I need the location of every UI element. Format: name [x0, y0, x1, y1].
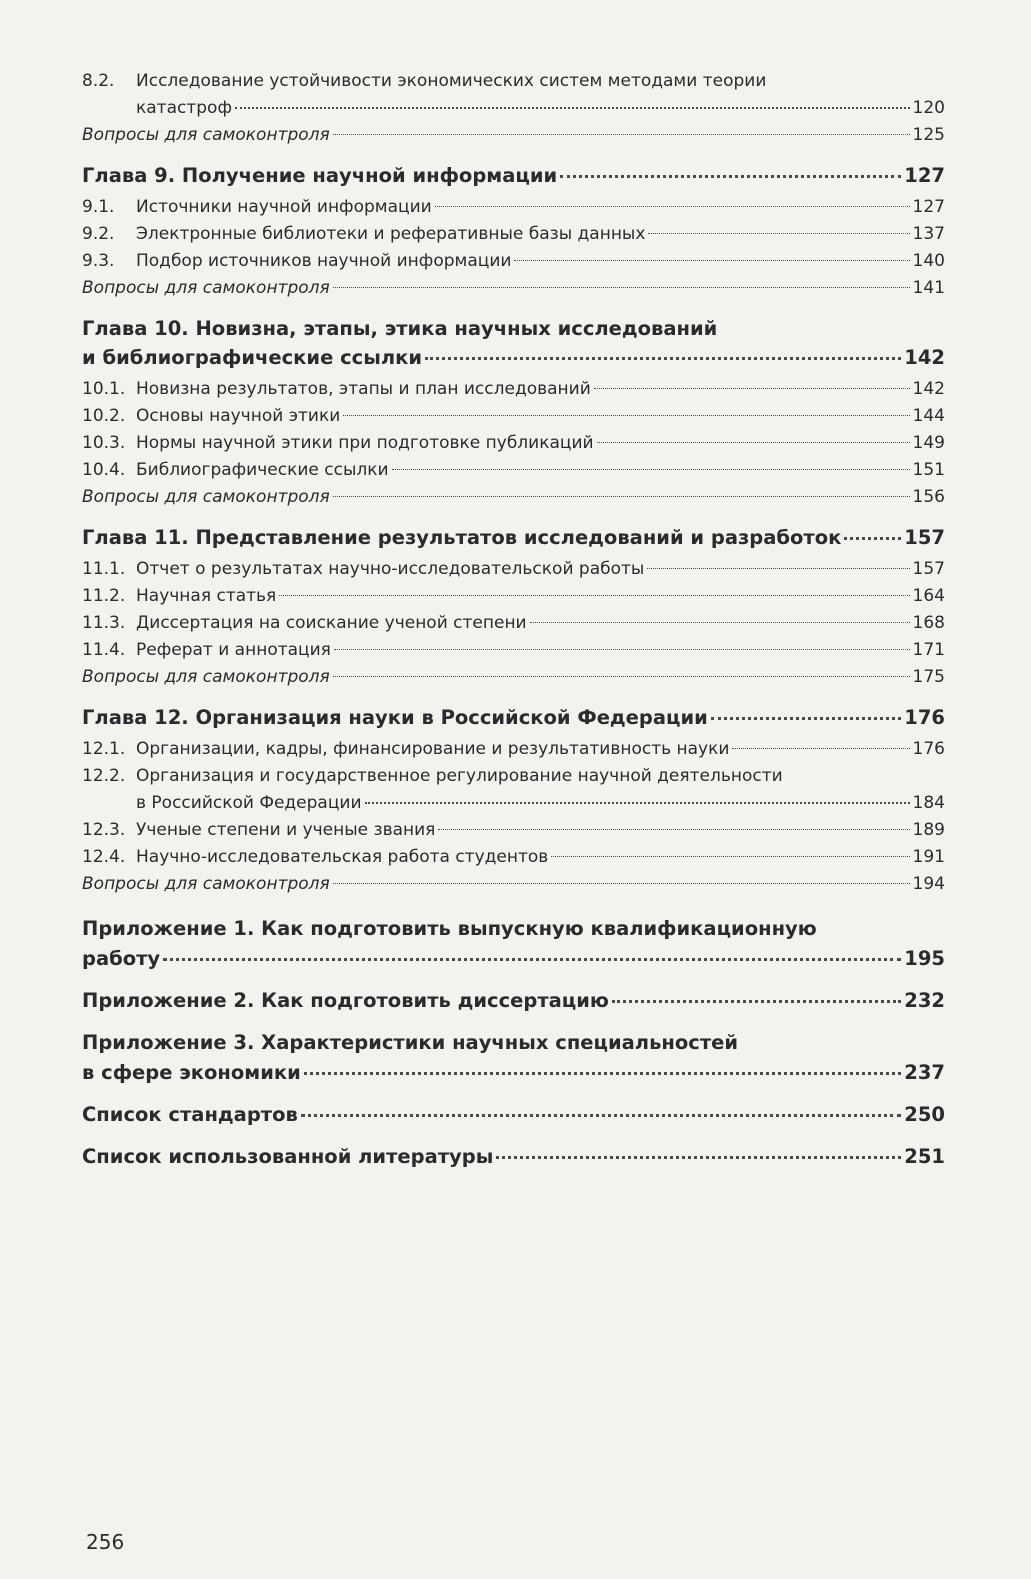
appendix-title-continuation: в сфере экономики — [82, 1061, 301, 1084]
standards-title: Список стандартов — [82, 1103, 298, 1126]
chapter-title: Глава 12. Организация науки в Российской Федерации — [82, 706, 708, 729]
page-ref: 151 — [912, 460, 945, 480]
questions-label: Вопросы для самоконтроля — [82, 667, 330, 687]
section-title: Электронные библиотеки и реферативные базы данных — [136, 224, 646, 244]
page-ref: 149 — [912, 433, 945, 453]
toc-appendix-2[interactable] — [82, 986, 945, 1016]
toc-chapter-9[interactable] — [82, 161, 945, 190]
section-number: 10.3. — [82, 433, 126, 453]
section-title: Научная статья — [136, 586, 277, 606]
dot-leader — [235, 107, 910, 109]
section-number: 10.2. — [82, 406, 126, 426]
dot-leader — [530, 622, 910, 623]
section-number: 11.3. — [82, 613, 126, 633]
dot-leader — [496, 1156, 901, 1159]
toc-chapter-11[interactable] — [82, 523, 945, 552]
section-title: Организация и государственное регулирование научной деятельности — [136, 766, 783, 786]
appendix-title: Приложение 3. Характеристики научных специальностей — [82, 1031, 739, 1054]
page-ref: 176 — [912, 739, 945, 759]
chapter-title: Глава 11. Представление результатов исследований и разработок — [82, 526, 842, 549]
page-ref: 251 — [904, 1145, 945, 1168]
dot-leader — [343, 415, 909, 416]
section-number: 12.1. — [82, 739, 126, 759]
page-ref: 191 — [912, 847, 945, 867]
section-title: Нормы научной этики при подготовке публикаций — [136, 433, 594, 453]
toc-appendix-3[interactable] — [82, 1028, 945, 1058]
dot-leader — [333, 496, 910, 497]
toc-entry-12-2-continuation[interactable] — [82, 790, 945, 817]
toc-entry-12-4[interactable] — [82, 844, 945, 871]
toc-entry-questions-8[interactable] — [82, 122, 945, 149]
page-ref: 125 — [912, 125, 945, 145]
page-ref: 120 — [912, 98, 945, 118]
page-ref: 127 — [904, 164, 945, 187]
dot-leader — [844, 537, 901, 540]
literature-title: Список использованной литературы — [82, 1145, 494, 1168]
questions-label: Вопросы для самоконтроля — [82, 125, 330, 145]
appendix-title: Приложение 2. Как подготовить диссертацию — [82, 989, 609, 1012]
section-number: 10.4. — [82, 460, 126, 480]
chapter-title: Глава 10. Новизна, этапы, этика научных исследований — [82, 317, 718, 340]
dot-leader — [560, 175, 901, 178]
dot-leader — [333, 134, 910, 135]
toc-entry-questions-9[interactable] — [82, 275, 945, 302]
dot-leader — [551, 856, 909, 857]
toc-entry-10-4[interactable] — [82, 457, 945, 484]
dot-leader — [333, 287, 910, 288]
page-ref: 194 — [912, 874, 945, 894]
toc-entry-9-2[interactable] — [82, 221, 945, 248]
section-number: 8.2. — [82, 71, 115, 91]
section-title: Подбор источников научной информации — [136, 251, 512, 271]
page-ref: 237 — [904, 1061, 945, 1084]
toc-entry-9-1[interactable] — [82, 194, 945, 221]
toc-entry-8-2[interactable] — [82, 68, 945, 95]
section-number: 9.1. — [82, 197, 115, 217]
toc-entry-12-1[interactable] — [82, 736, 945, 763]
section-title: Источники научной информации — [136, 197, 432, 217]
dot-leader — [732, 748, 909, 749]
toc-standards[interactable] — [82, 1100, 945, 1130]
section-number: 12.3. — [82, 820, 126, 840]
dot-leader — [438, 829, 909, 830]
section-number: 10.1. — [82, 379, 126, 399]
table-of-contents — [82, 68, 945, 1172]
page-ref: 168 — [912, 613, 945, 633]
questions-label: Вопросы для самоконтроля — [82, 874, 330, 894]
page-ref: 127 — [912, 197, 945, 217]
dot-leader — [711, 717, 901, 720]
dot-leader — [334, 649, 910, 650]
section-title: Библиографические ссылки — [136, 460, 389, 480]
questions-label: Вопросы для самоконтроля — [82, 278, 330, 298]
toc-chapter-10[interactable] — [82, 314, 945, 343]
section-title: Диссертация на соискание ученой степени — [136, 613, 527, 633]
dot-leader — [648, 233, 909, 234]
page-ref: 189 — [912, 820, 945, 840]
toc-appendix-1-continuation[interactable] — [82, 944, 945, 974]
dot-leader — [365, 802, 910, 804]
page-ref: 171 — [912, 640, 945, 660]
page-ref: 142 — [912, 379, 945, 399]
toc-entry-questions-10[interactable] — [82, 484, 945, 511]
dot-leader — [301, 1114, 901, 1117]
page-number: 256 — [86, 1530, 125, 1554]
section-title: Научно-исследовательская работа студентов — [136, 847, 549, 867]
section-title: Новизна результатов, этапы и план исследований — [136, 379, 591, 399]
page-ref: 250 — [904, 1103, 945, 1126]
dot-leader — [163, 958, 901, 961]
dot-leader — [333, 883, 910, 884]
section-number: 11.2. — [82, 586, 126, 606]
dot-leader — [392, 469, 910, 470]
page-ref: 144 — [912, 406, 945, 426]
toc-entry-questions-11[interactable] — [82, 664, 945, 691]
section-title: Организации, кадры, финансирование и результативность науки — [136, 739, 730, 759]
section-number: 9.2. — [82, 224, 115, 244]
dot-leader — [647, 568, 909, 569]
toc-chapter-12[interactable] — [82, 703, 945, 732]
page-ref: 175 — [912, 667, 945, 687]
toc-entry-10-2[interactable] — [82, 403, 945, 430]
section-title: Ученые степени и ученые звания — [136, 820, 436, 840]
page-ref: 157 — [904, 526, 945, 549]
dot-leader — [514, 260, 909, 261]
section-title-continuation: катастроф — [136, 98, 232, 118]
dot-leader — [594, 388, 910, 389]
page-ref: 232 — [904, 989, 945, 1012]
toc-entry-10-1[interactable] — [82, 376, 945, 403]
page-ref: 156 — [912, 487, 945, 507]
toc-entry-11-2[interactable] — [82, 583, 945, 610]
dot-leader — [425, 357, 901, 360]
section-title: Реферат и аннотация — [136, 640, 331, 660]
questions-label: Вопросы для самоконтроля — [82, 487, 330, 507]
chapter-title-continuation: и библиографические ссылки — [82, 346, 423, 369]
section-title: Основы научной этики — [136, 406, 341, 426]
dot-leader — [279, 595, 909, 596]
toc-entry-11-3[interactable] — [82, 610, 945, 637]
section-number: 12.4. — [82, 847, 126, 867]
page-ref: 164 — [912, 586, 945, 606]
toc-chapter-10-continuation[interactable] — [82, 343, 945, 372]
section-number: 9.3. — [82, 251, 115, 271]
page-ref: 141 — [912, 278, 945, 298]
toc-literature[interactable] — [82, 1142, 945, 1172]
section-number: 11.4. — [82, 640, 126, 660]
dot-leader — [597, 442, 910, 443]
appendix-title-continuation: работу — [82, 947, 161, 970]
toc-entry-11-1[interactable] — [82, 556, 945, 583]
section-title-continuation: в Российской Федерации — [136, 793, 362, 813]
page-ref: 176 — [904, 706, 945, 729]
page-ref: 140 — [912, 251, 945, 271]
appendix-title: Приложение 1. Как подготовить выпускную квалификационную — [82, 917, 817, 940]
page-ref: 142 — [904, 346, 945, 369]
toc-entry-9-3[interactable] — [82, 248, 945, 275]
dot-leader — [333, 676, 910, 677]
toc-entry-12-2[interactable] — [82, 763, 945, 790]
section-number: 12.2. — [82, 766, 126, 786]
chapter-title: Глава 9. Получение научной информации — [82, 164, 558, 187]
dot-leader — [304, 1072, 901, 1075]
toc-entry-8-2-continuation[interactable] — [82, 95, 945, 122]
section-number: 11.1. — [82, 559, 126, 579]
toc-entry-11-4[interactable] — [82, 637, 945, 664]
toc-entry-12-3[interactable] — [82, 817, 945, 844]
page-ref: 137 — [912, 224, 945, 244]
dot-leader — [435, 206, 910, 207]
section-title: Исследование устойчивости экономических систем методами теории — [136, 71, 767, 91]
page-ref: 157 — [912, 559, 945, 579]
toc-appendix-3-continuation[interactable] — [82, 1058, 945, 1088]
section-title: Отчет о результатах научно-исследовательской работы — [136, 559, 645, 579]
page-ref: 195 — [904, 947, 945, 970]
toc-entry-10-3[interactable] — [82, 430, 945, 457]
dot-leader — [612, 1000, 901, 1003]
toc-entry-questions-12[interactable] — [82, 871, 945, 898]
toc-appendix-1[interactable] — [82, 914, 945, 944]
page-ref: 184 — [912, 793, 945, 813]
